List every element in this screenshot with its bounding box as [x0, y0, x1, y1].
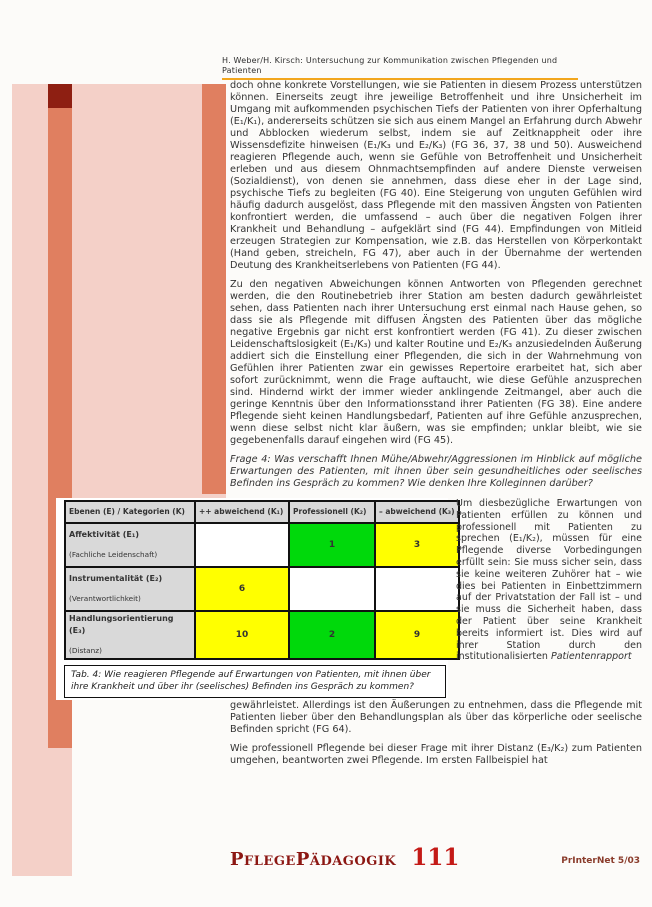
body-paragraph-2: Zu den negativen Abweichungen können Antworten von Pflegenden gerechnet werden, die den Routinebetrieb ihrer Station am besten dadurch gewährleistet sehen, dass Patienten nach ihrer Untersuchung erst einmal nach Hause gehen, so dass sie als Pflegende mit diffusen Ängsten des Patienten über das mögliche negative Ergebnis gar nicht erst konfrontiert werden (FG 41). Zu dieser zwischen Leidenschaftslosigkeit (E₁/K₃) und kalter Routine und E₂/K₃ anzusiedelnden Äußerung addiert sich die Einstellung einer Pflegenden, die sich in der Wahrnehmung von Gefühlen ihrer Patienten zwar ein gewisses Repertoire erarbeitet hat, sich aber sofort zurücknimmt, wenn die Frage auftaucht, wie diese Gefühle anzusprechen sind. Hindernd wirkt der immer wieder anklingende Zeitmangel, aber auch die geringe Kenntnis über den Informationsstand ihrer Patienten (FG 38). Eine andere Pflegende sieht keinen Handlungsbedarf, Patienten auf ihre Gefühle anzusprechen, wenn diese selbst nicht klar äußern, was sie empfinden; unklar bleibt, wie sie gegebenenfalls darauf eingehen wird (FG 45). — [230, 279, 642, 446]
footer-issue: PrInterNet 5/03 — [561, 856, 640, 866]
row-label-handlungsorientierung — [65, 611, 195, 659]
page-number: 111 — [411, 844, 460, 871]
row-sublabel-text: (Verantwortlichkeit) — [69, 594, 141, 603]
table-4 — [64, 500, 460, 660]
side-note-italic-term: Patientenrapport — [550, 651, 632, 663]
decor-salmon-strip-upper — [202, 84, 226, 494]
question-4-paragraph: Frage 4: Was verschafft Ihnen Mühe/Abwehr/Aggressionen im Hinblick auf mögliche Erwartungen des Patienten, mit ihnen über sein gesundheitliches oder seelisches Befinden ins Gespräch zu kommen? Wie denken Ihre Kolleginnen darüber? — [230, 454, 642, 489]
row-label-text: Affektivität (E₁) — [69, 530, 140, 539]
table-row — [65, 611, 459, 659]
running-header — [222, 56, 578, 80]
side-note — [456, 498, 642, 700]
table-header-row — [65, 501, 459, 523]
table-4-caption: Tab. 4: Wie reagieren Pflegende auf Erwartungen von Patienten, mit ihnen über ihre Krankheit und über ihr (seelisches) Befinden ins Gespräch zu kommen? — [64, 665, 446, 698]
cell-value — [195, 523, 289, 567]
body-paragraph-6: Wie professionell Pflegende bei dieser Frage mit ihrer Distanz (E₃/K₂) zum Patienten umgehen, beantworten zwei Pflegende. Im ersten Fallbeispiel hat — [230, 743, 642, 766]
table-header-categories: Ebenen (E) / Kategorien (K) — [65, 501, 195, 523]
article-body — [69, 80, 642, 774]
body-paragraph-5: gewährleistet. Allerdings ist den Äußerungen zu entnehmen, dass die Pflegende mit Patienten lieber über den Behandlungsplan als über das körperliche oder seelische Befinden spricht (FG 64). — [230, 700, 642, 735]
row-label-affektivitaet — [65, 523, 195, 567]
table-and-note-row — [56, 498, 642, 700]
table-header-k2: Professionell (K₂) — [289, 501, 375, 523]
side-note-text: Um diesbezügliche Erwartungen von Patienten erfüllen zu können und professionell mit Patienten zu sprechen (E₁/K₂), müssen für eine Pflegende diverse Vorbedingungen erfüllt sein: Sie muss sicher sein, dass sie keine weiteren Zuhörer hat – wie dies bei Patienten in Einbettzimmern auf der Privatstation der Fall ist – und sie muss die Sicherheit haben, dass der Patient über seine Krankheit bereits informiert ist. Dies wird auf ihrer Station durch den institutionalisierten — [456, 498, 642, 663]
table-header-k3: – abweichend (K₃) — [375, 501, 459, 523]
cell-value — [375, 567, 459, 611]
table-row — [65, 523, 459, 567]
table-header-k1: ++ abweichend (K₁) — [195, 501, 289, 523]
cell-value — [289, 567, 375, 611]
table-4-block — [56, 498, 455, 700]
running-header-text: H. Weber/H. Kirsch: Untersuchung zur Kommunikation zwischen Pflegenden und Patienten — [222, 56, 558, 75]
row-label-text: Instrumentalität (E₂) — [69, 574, 163, 583]
footer-journal-block — [230, 844, 459, 871]
cell-value: 2 — [289, 611, 375, 659]
row-label-text: Handlungsorientierung (E₃) — [69, 614, 174, 635]
body-paragraph-1: doch ohne konkrete Vorstellungen, wie sie Patienten in diesem Prozess unterstützen können. Einerseits zeugt ihre jeweilige Betroffenheit und ihre Unsicherheit im Umgang mit aufkommenden psychischen Tiefs der Patienten von ihrer Opferhaltung (E₁/K₁), andererseits schützen sie sich aus einem Mangel an Erfahrung durch Abwehr und Abblocken wiederum selbst, indem sie auf Zeitknappheit oder ihre Wissensdefizite hinweisen (E₁/K₃ und E₂/K₃) (FG 36, 37, 38 und 50). Ausweichend reagieren Pflegende auch, wenn sie Gefühle von Betroffenheit und Unsicherheit erleben und aus diesem Ohnmachtsempfinden auf andere Dienste verweisen (Sozialdienst), von denen sie annehmen, dass diese eher in der Lage sind, psychische Tiefs zu begleiten (FG 40). Eine Steigerung von unguten Gefühlen wird häufig dadurch ausgelöst, dass Pflegende mit den massiven Ängsten von Patienten konfrontiert werden, die umfassend – auch über die negativen Folgen ihrer Krankheit und Behandlung – aufgeklärt sind (FG 44). Empfindungen von Mitleid erzeugen Strategien zur Kompensation, wie z.B. das Herstellen von Körperkontakt (Hand geben, streicheln, FG 47), aber auch in der Übernahme der wertenden Deutung des Krankheitserlebens von Patienten (FG 44). — [230, 80, 642, 271]
cell-value: 6 — [195, 567, 289, 611]
row-sublabel-text: (Fachliche Leidenschaft) — [69, 550, 158, 559]
cell-value: 3 — [375, 523, 459, 567]
row-sublabel-text: (Distanz) — [69, 646, 102, 655]
cell-value: 10 — [195, 611, 289, 659]
row-label-instrumentalitaet — [65, 567, 195, 611]
decor-maroon-square — [48, 84, 72, 108]
cell-value: 1 — [289, 523, 375, 567]
cell-value: 9 — [375, 611, 459, 659]
journal-name: PflegePädagogik — [230, 849, 397, 870]
table-row — [65, 567, 459, 611]
